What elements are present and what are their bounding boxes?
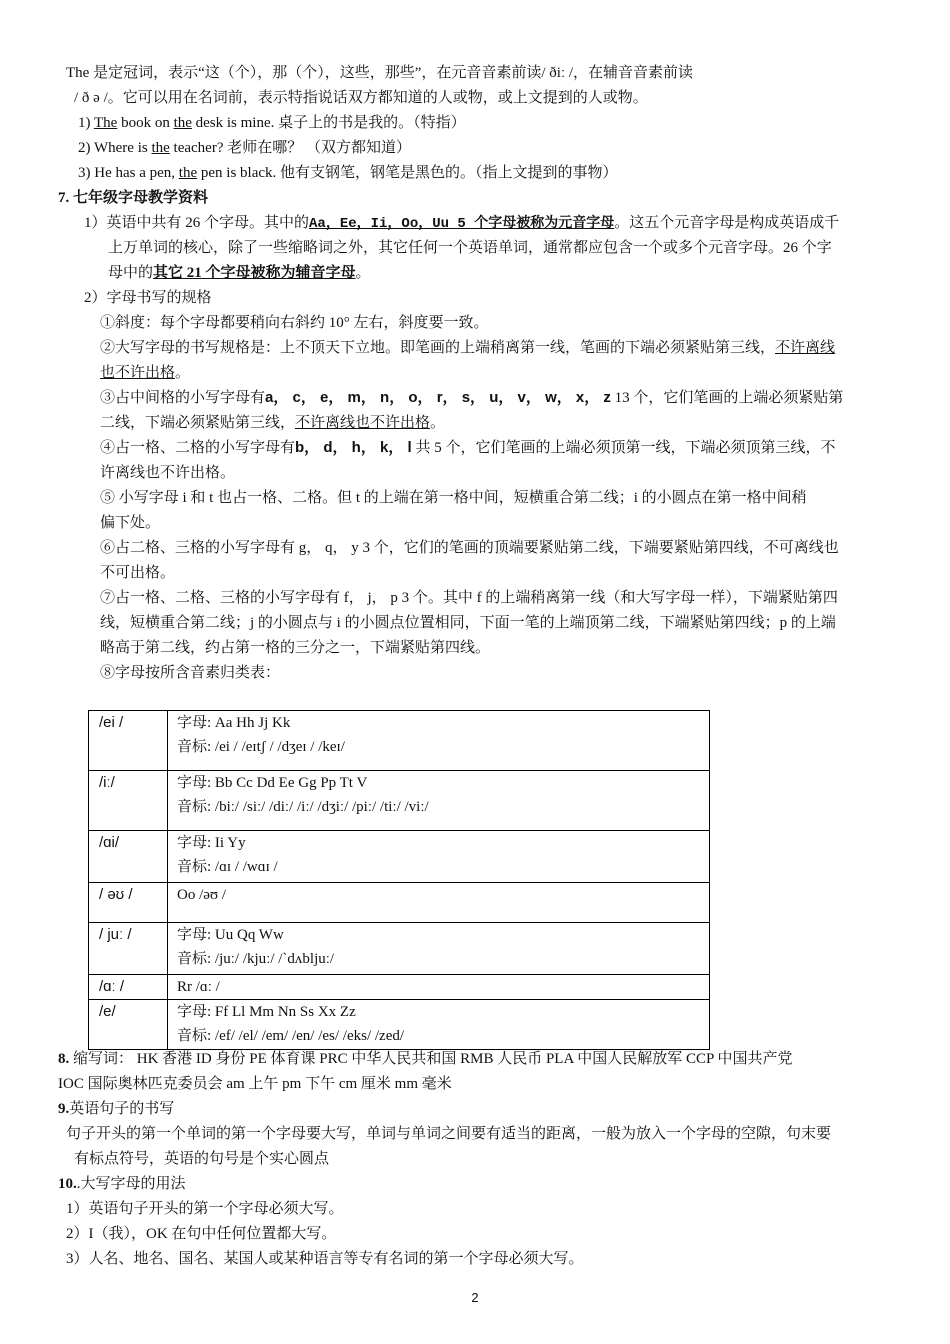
section-9-line-1: 句子开头的第一个单词的第一个字母要大写，单词与单词之间要有适当的距离，一般为放入一个字母的空隙，句末要: [66, 1126, 832, 1142]
example-3: 3) He has a pen, the pen is black. 他有支钢笔，钢笔是黑色的。（指上文提到的事物）: [78, 165, 618, 181]
section-7-para-2-heading: 2）字母书写的规格: [84, 290, 212, 306]
table-row: [89, 1000, 710, 1050]
rule-7-line-2: 线，短横重合第二线；j 的小圆点与 i 的小圆点位置相同，下面一笔的上端顶第二线，下端紧贴第四线；p 的上端: [100, 615, 836, 631]
phoneme-cell: / əʊ /: [89, 883, 168, 923]
section-9-heading: 9.英语句子的书写: [58, 1101, 175, 1117]
rule-4-line-1: ④占一格、二格的小写字母有b， d， h， k， l 共 5 个，它们笔画的上端必须顶第一线，下端必须顶第三线，不: [100, 439, 836, 456]
rule-5-line-2: 偏下处。: [100, 515, 161, 531]
rule-6-line-2: 不可出格。: [100, 565, 176, 581]
section-8-line-1: 8. 缩写词： HK 香港 ID 身份 PE 体育课 PRC 中华人民共和国 RMB 人民币 PLA 中国人民解放军 CCP 中国共产党: [58, 1051, 793, 1067]
rule-6-line-1: ⑥占二格、三格的小写字母有 g， q， y 3 个，它们的笔画的顶端要紧贴第二线，下端要紧贴第四线，不可离线也: [100, 540, 839, 556]
rule-7-line-1: ⑦占一格、二格、三格的小写字母有 f， j， p 3 个。其中 f 的上端稍离第一线（和大写字母一样），下端紧贴第四: [100, 590, 838, 606]
section-7-heading: 7. 七年级字母教学资料: [58, 190, 209, 206]
rule-8: ⑧字母按所含音素归类表：: [100, 665, 281, 681]
page-number: 2: [471, 1290, 479, 1305]
letters-cell: 字母: Bb Cc Dd Ee Gg Pp Tt V 音标: /biː/ /siː/ /diː/ /iː/ /dʒiː/ /piː/ /tiː/ /viː/: [168, 771, 710, 831]
section-9-line-2: 有标点符号，英语的句号是个实心圆点: [74, 1151, 330, 1167]
letters-cell: Oo /əʊ /: [168, 883, 710, 923]
phoneme-cell: /ɑː /: [89, 975, 168, 1000]
phoneme-cell: /e/: [89, 1000, 168, 1050]
rule-2-line-2: 也不许出格。: [100, 365, 191, 381]
phoneme-table: [88, 710, 710, 1050]
example-1: 1) The book on the desk is mine. 桌子上的书是我的。（特指）: [78, 115, 466, 131]
rule-1: ①斜度：每个字母都要稍向右斜约 10° 左右，斜度要一致。: [100, 315, 489, 331]
example-2: 2) Where is the teacher? 老师在哪？ （双方都知道）: [78, 140, 411, 156]
phoneme-cell: /ɑi/: [89, 831, 168, 883]
rule-3-line-2: 二线，下端必须紧贴第三线，不许离线也不许出格。: [100, 415, 446, 431]
rule-4-line-2: 许离线也不许出格。: [100, 465, 236, 481]
section-10-heading: 10..大写字母的用法: [58, 1176, 186, 1192]
letters-cell: 字母: Ii Yy 音标: /ɑɪ / /wɑɪ /: [168, 831, 710, 883]
section-8-line-2: IOC 国际奥林匹克委员会 am 上午 pm 下午 cm 厘米 mm 毫米: [58, 1076, 452, 1092]
section-10-item-1: 1）英语句子开头的第一个字母必须大写。: [66, 1201, 344, 1217]
table-row: [89, 711, 710, 771]
table-row: [89, 975, 710, 1000]
section-10-item-2: 2）I（我），OK 在句中任何位置都大写。: [66, 1226, 337, 1242]
table-row: [89, 831, 710, 883]
letters-cell: 字母: Aa Hh Jj Kk 音标: /ei / /eɪtʃ / /dʒeɪ / /keɪ/: [168, 711, 710, 771]
letters-cell: 字母: Uu Qq Ww 音标: /juː/ /kjuː/ /ˋdʌbljuː/: [168, 923, 710, 975]
phoneme-cell: /ei /: [89, 711, 168, 771]
table-row: [89, 883, 710, 923]
rule-5-line-1: ⑤ 小写字母 i 和 t 也占一格、二格。但 t 的上端在第一格中间，短横重合第二线；i 的小圆点在第一格中间稍: [100, 490, 807, 506]
table-row: [89, 923, 710, 975]
section-10-item-3: 3）人名、地名、国名、某国人或某种语言等专有名词的第一个字母必须大写。: [66, 1251, 584, 1267]
phoneme-cell: /iː/: [89, 771, 168, 831]
section-7-para-1-line-1: 1）英语中共有 26 个字母。其中的Aa，Ee，Ii，Oo，Uu 5 个字母被称为元音字母。这五个元音字母是构成英语成千: [84, 215, 840, 232]
rule-2-line-1: ②大写字母的书写规格是：上不顶天下立地。即笔画的上端稍离第一线，笔画的下端必须紧贴第三线，不许离线: [100, 340, 836, 356]
letters-cell: 字母: Ff Ll Mm Nn Ss Xx Zz 音标: /ef/ /el/ /em/ /en/ /es/ /eks/ /zed/: [168, 1000, 710, 1050]
table-row: [89, 771, 710, 831]
section-7-para-1-line-2: 上万单词的核心，除了一些缩略词之外，其它任何一个英语单词，通常都应包含一个或多个元音字母。26 个字: [108, 240, 832, 256]
rule-3-line-1: ③占中间格的小写字母有a， c， e， m， n， o， r， s， u， v， w， x， z 13 个，它们笔画的上端必须紧贴第: [100, 389, 844, 406]
phoneme-cell: / juː /: [89, 923, 168, 975]
intro-line-1: The 是定冠词，表示“这（个），那（个），这些，那些”，在元音音素前读/ ðiː /，在辅音音素前读: [66, 65, 694, 81]
intro-line-2: / ð ə /。它可以用在名词前，表示特指说话双方都知道的人或物，或上文提到的人或物。: [74, 90, 648, 106]
section-7-para-1-line-3: 母中的其它 21 个字母被称为辅音字母。: [108, 265, 371, 281]
rule-7-line-3: 略高于第二线，约占第一格的三分之一，下端紧贴第四线。: [100, 640, 491, 656]
letters-cell: Rr /ɑː /: [168, 975, 710, 1000]
